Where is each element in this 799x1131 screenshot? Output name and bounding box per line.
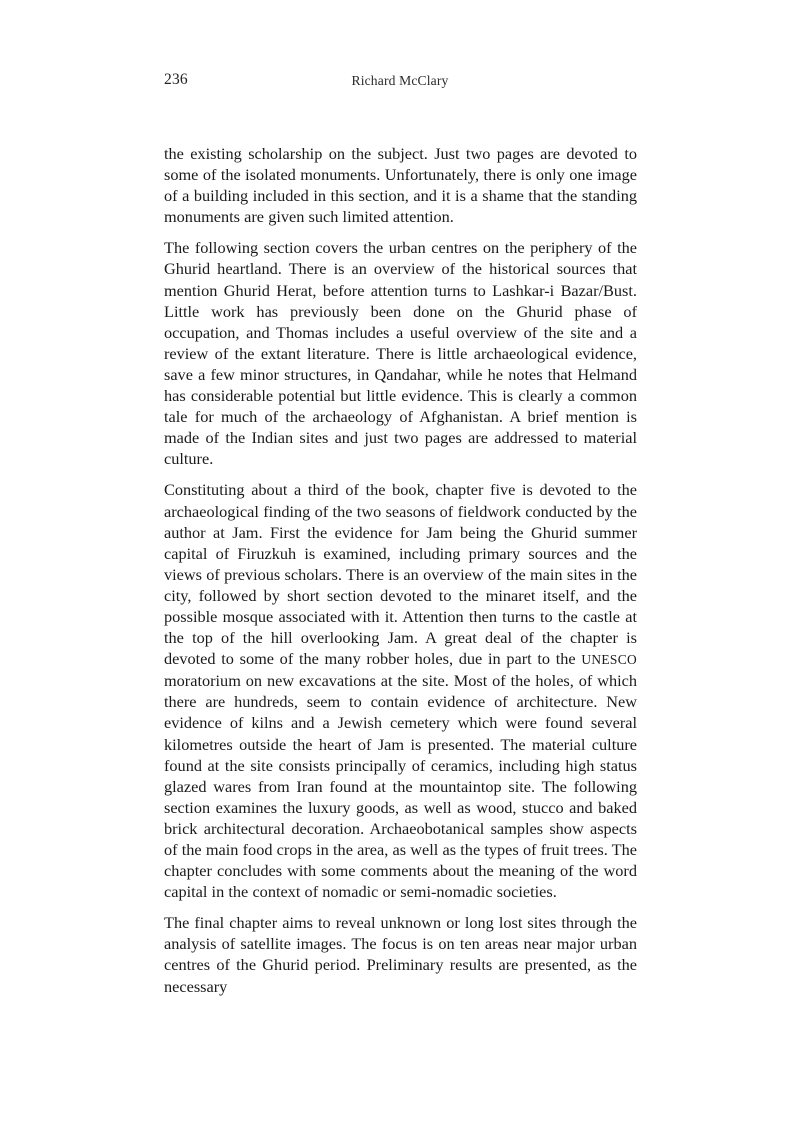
- unesco-smallcaps: UNESCO: [581, 652, 637, 668]
- paragraph-3: [164, 479, 637, 902]
- paragraph-4: The final chapter aims to reveal unknown or long lost sites through the analysis of satellite images. The focus is on ten areas near major urban centres of the Ghurid period. Preliminary results are presented, as the necessary: [164, 913, 637, 996]
- page-number: 236: [164, 71, 188, 88]
- running-header: [164, 70, 636, 90]
- running-head-title: Richard McClary: [351, 73, 449, 88]
- paragraph-3-part-1: Constituting about a third of the book, chapter five is devoted to the archaeological finding of the two seasons of fieldwork conducted by the author at Jam. First the evidence for Jam being the Ghurid summer capital of Firuzkuh is examined, including primary sources and the views of previous scholars. There is an overview of the main sites in the city, followed by short section devoted to the minaret itself, and the possible mosque associated with it. Attention then turns to the castle at the top of the hill overlooking Jam. A great deal of the chapter is devoted to some of the many robber holes, due in part to the: [164, 480, 637, 669]
- body-text-column: [164, 143, 637, 997]
- paragraph-2: The following section covers the urban centres on the periphery of the Ghurid heartland. There is an overview of the historical sources that mention Ghurid Herat, before attention turns to Lashkar-i Bazar/Bust. Little work has previously been done on the Ghurid phase of occupation, and Thomas includes a useful overview of the site and a review of the extant literature. There is little archaeological evidence, save a few minor structures, in Qandahar, while he notes that Helmand has considerable potential but little evidence. This is clearly a common tale for much of the archaeology of Afghanistan. A brief mention is made of the Indian sites and just two pages are addressed to material culture.: [164, 238, 637, 469]
- paragraph-3-part-2: moratorium on new excavations at the site. Most of the holes, of which there are hundreds, seem to contain evidence of architecture. New evidence of kilns and a Jewish cemetery which were found several kilometres outside the heart of Jam is presented. The material culture found at the site consists principally of ceramics, including high status glazed wares from Iran found at the mountaintop site. The following section examines the luxury goods, as well as wood, stucco and baked brick architectural decoration. Archaeobotanical samples show aspects of the main food crops in the area, as well as the types of fruit trees. The chapter concludes with some comments about the meaning of the word capital in the context of nomadic or semi-nomadic societies.: [164, 671, 637, 902]
- paragraph-1: the existing scholarship on the subject. Just two pages are devoted to some of the isolated monuments. Unfortunately, there is only one image of a building included in this section, and it is a shame that the standing monuments are given such limited attention.: [164, 144, 637, 227]
